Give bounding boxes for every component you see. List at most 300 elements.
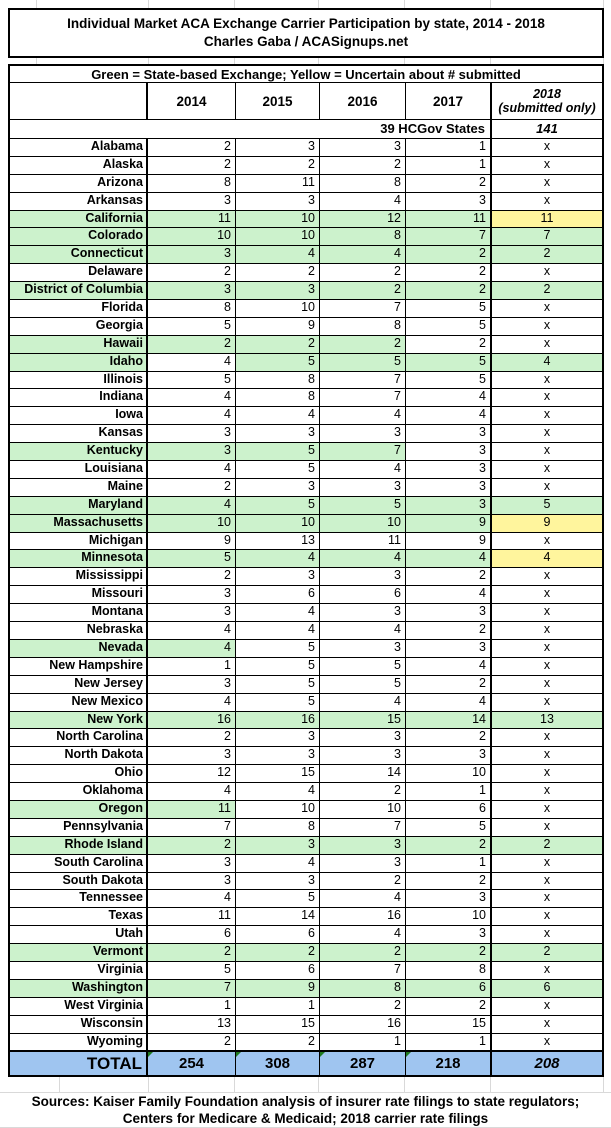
state-name-cell: New Mexico bbox=[10, 694, 148, 711]
cell-2017: 5 bbox=[406, 819, 492, 836]
cell-2016: 5 bbox=[320, 354, 406, 371]
cell-2018: 6 bbox=[492, 980, 602, 997]
cell-2014: 3 bbox=[148, 586, 236, 603]
cell-2015: 4 bbox=[236, 855, 320, 872]
cell-2017: 6 bbox=[406, 980, 492, 997]
spreadsheet-gridline bbox=[234, 58, 235, 64]
state-name-cell: Pennsylvania bbox=[10, 819, 148, 836]
cell-2018: x bbox=[492, 908, 602, 925]
cell-2016: 4 bbox=[320, 461, 406, 478]
cell-2016: 1 bbox=[320, 1034, 406, 1051]
cell-2017: 3 bbox=[406, 425, 492, 442]
cell-2018: 2 bbox=[492, 282, 602, 299]
cell-2017: 1 bbox=[406, 1034, 492, 1051]
cell-2016: 5 bbox=[320, 497, 406, 514]
total-2018: 208 bbox=[492, 1052, 602, 1075]
cell-2016: 2 bbox=[320, 998, 406, 1015]
cell-2015: 14 bbox=[236, 908, 320, 925]
cell-2016: 4 bbox=[320, 407, 406, 424]
state-name-cell: New Jersey bbox=[10, 676, 148, 693]
state-name-cell: Maine bbox=[10, 479, 148, 496]
cell-2017: 3 bbox=[406, 461, 492, 478]
state-name-cell: Arkansas bbox=[10, 193, 148, 210]
cell-2017: 4 bbox=[406, 550, 492, 567]
cell-2016: 6 bbox=[320, 586, 406, 603]
hcgov-states-label: 39 HCGov States bbox=[10, 120, 492, 138]
cell-2018: x bbox=[492, 998, 602, 1015]
cell-2015: 4 bbox=[236, 246, 320, 263]
column-header-2017: 2017 bbox=[406, 83, 492, 119]
table-row bbox=[10, 962, 602, 980]
cell-2014: 2 bbox=[148, 336, 236, 353]
table-row bbox=[10, 479, 602, 497]
cell-2015: 3 bbox=[236, 425, 320, 442]
cell-2017: 11 bbox=[406, 211, 492, 228]
state-name-cell: Oregon bbox=[10, 801, 148, 818]
cell-2016: 4 bbox=[320, 622, 406, 639]
cell-2014: 3 bbox=[148, 425, 236, 442]
cell-2015: 16 bbox=[236, 712, 320, 729]
cell-2015: 5 bbox=[236, 640, 320, 657]
cell-2015: 8 bbox=[236, 389, 320, 406]
cell-2018: x bbox=[492, 676, 602, 693]
cell-2015: 10 bbox=[236, 801, 320, 818]
cell-2018: x bbox=[492, 1016, 602, 1033]
cell-2014: 1 bbox=[148, 998, 236, 1015]
cell-2016: 3 bbox=[320, 604, 406, 621]
spreadsheet-gridline bbox=[490, 0, 491, 8]
cell-2018: x bbox=[492, 336, 602, 353]
spreadsheet-gridline bbox=[318, 1077, 319, 1092]
table-row bbox=[10, 783, 602, 801]
table-row bbox=[10, 550, 602, 568]
cell-2015: 5 bbox=[236, 676, 320, 693]
cell-2015: 6 bbox=[236, 962, 320, 979]
state-name-cell: Wisconsin bbox=[10, 1016, 148, 1033]
cell-2016: 3 bbox=[320, 729, 406, 746]
cell-2014: 4 bbox=[148, 354, 236, 371]
column-header-2015: 2015 bbox=[236, 83, 320, 119]
total-label: TOTAL bbox=[10, 1052, 148, 1075]
table-row bbox=[10, 336, 602, 354]
cell-2015: 1 bbox=[236, 998, 320, 1015]
cell-2017: 5 bbox=[406, 300, 492, 317]
table-row bbox=[10, 515, 602, 533]
table-row bbox=[10, 372, 602, 390]
cell-2018: x bbox=[492, 747, 602, 764]
participation-table bbox=[8, 64, 604, 1077]
column-header-row bbox=[10, 83, 602, 120]
cell-2014: 2 bbox=[148, 139, 236, 156]
sources-note bbox=[0, 1092, 611, 1127]
cell-2014: 4 bbox=[148, 461, 236, 478]
cell-2015: 2 bbox=[236, 1034, 320, 1051]
table-row bbox=[10, 926, 602, 944]
spreadsheet-gridline bbox=[148, 0, 149, 8]
cell-2017: 2 bbox=[406, 729, 492, 746]
cell-2017: 2 bbox=[406, 282, 492, 299]
cell-2015: 5 bbox=[236, 694, 320, 711]
cell-2014: 5 bbox=[148, 372, 236, 389]
state-name-cell: Iowa bbox=[10, 407, 148, 424]
cell-2017: 4 bbox=[406, 389, 492, 406]
spreadsheet-gridline bbox=[603, 58, 604, 64]
cell-2017: 14 bbox=[406, 712, 492, 729]
table-row bbox=[10, 747, 602, 765]
state-name-cell: Virginia bbox=[10, 962, 148, 979]
cell-2015: 6 bbox=[236, 586, 320, 603]
note-triangle-icon bbox=[148, 1052, 153, 1057]
cell-2018: 9 bbox=[492, 515, 602, 532]
cell-2016: 8 bbox=[320, 228, 406, 245]
cell-2018: x bbox=[492, 139, 602, 156]
cell-2017: 2 bbox=[406, 336, 492, 353]
cell-2014: 10 bbox=[148, 515, 236, 532]
cell-2014: 4 bbox=[148, 890, 236, 907]
cell-2016: 3 bbox=[320, 747, 406, 764]
state-name-cell: Kansas bbox=[10, 425, 148, 442]
cell-2017: 6 bbox=[406, 801, 492, 818]
cell-2015: 10 bbox=[236, 211, 320, 228]
state-name-cell: Illinois bbox=[10, 372, 148, 389]
state-name-cell: Vermont bbox=[10, 944, 148, 961]
spreadsheet-gridline bbox=[490, 58, 491, 64]
hcgov-states-2018-value: 141 bbox=[536, 121, 558, 136]
total-2017: 218 bbox=[406, 1052, 492, 1075]
cell-2015: 8 bbox=[236, 372, 320, 389]
state-name-cell: Delaware bbox=[10, 264, 148, 281]
cell-2014: 2 bbox=[148, 944, 236, 961]
cell-2014: 3 bbox=[148, 604, 236, 621]
cell-2018: x bbox=[492, 425, 602, 442]
note-triangle-icon bbox=[406, 1052, 411, 1057]
cell-2015: 3 bbox=[236, 282, 320, 299]
cell-2014: 13 bbox=[148, 1016, 236, 1033]
table-row bbox=[10, 246, 602, 264]
table-row bbox=[10, 157, 602, 175]
cell-2017: 2 bbox=[406, 873, 492, 890]
cell-2017: 3 bbox=[406, 604, 492, 621]
cell-2017: 3 bbox=[406, 747, 492, 764]
color-legend: Green = State-based Exchange; Yellow = Uncertain about # submitted bbox=[10, 66, 602, 83]
cell-2014: 3 bbox=[148, 855, 236, 872]
table-row bbox=[10, 658, 602, 676]
cell-2015: 4 bbox=[236, 783, 320, 800]
state-name-cell: Kentucky bbox=[10, 443, 148, 460]
cell-2017: 3 bbox=[406, 443, 492, 460]
state-name-cell: New York bbox=[10, 712, 148, 729]
spreadsheet-gridline bbox=[148, 1077, 149, 1092]
spreadsheet-gridline bbox=[234, 1077, 235, 1092]
cell-2017: 2 bbox=[406, 944, 492, 961]
state-name-cell: Michigan bbox=[10, 533, 148, 550]
cell-2015: 2 bbox=[236, 264, 320, 281]
cell-2016: 16 bbox=[320, 908, 406, 925]
state-name-cell: North Carolina bbox=[10, 729, 148, 746]
cell-2015: 13 bbox=[236, 533, 320, 550]
cell-2016: 4 bbox=[320, 694, 406, 711]
cell-2015: 5 bbox=[236, 461, 320, 478]
spreadsheet-gridline bbox=[318, 58, 319, 64]
table-row bbox=[10, 873, 602, 891]
cell-2017: 7 bbox=[406, 228, 492, 245]
cell-2018: x bbox=[492, 1034, 602, 1051]
cell-2018: x bbox=[492, 801, 602, 818]
state-name-cell: Hawaii bbox=[10, 336, 148, 353]
cell-2016: 8 bbox=[320, 175, 406, 192]
cell-2014: 11 bbox=[148, 908, 236, 925]
table-row bbox=[10, 193, 602, 211]
state-name-cell: Wyoming bbox=[10, 1034, 148, 1051]
cell-2016: 7 bbox=[320, 819, 406, 836]
cell-2015: 10 bbox=[236, 515, 320, 532]
cell-2014: 2 bbox=[148, 157, 236, 174]
page-title: Individual Market ACA Exchange Carrier Participation by state, 2014 - 2018 bbox=[67, 16, 545, 31]
cell-2014: 4 bbox=[148, 407, 236, 424]
cell-2016: 4 bbox=[320, 926, 406, 943]
table-row bbox=[10, 801, 602, 819]
note-triangle-icon bbox=[236, 1052, 241, 1057]
table-row bbox=[10, 998, 602, 1016]
spreadsheet-gridline bbox=[148, 58, 149, 64]
cell-2018: x bbox=[492, 193, 602, 210]
cell-2014: 4 bbox=[148, 389, 236, 406]
cell-2018: x bbox=[492, 443, 602, 460]
table-row bbox=[10, 228, 602, 246]
cell-2015: 2 bbox=[236, 336, 320, 353]
state-name-cell: New Hampshire bbox=[10, 658, 148, 675]
state-name-cell: South Carolina bbox=[10, 855, 148, 872]
state-name-cell: Nebraska bbox=[10, 622, 148, 639]
cell-2017: 5 bbox=[406, 372, 492, 389]
table-row bbox=[10, 389, 602, 407]
cell-2017: 1 bbox=[406, 139, 492, 156]
cell-2014: 4 bbox=[148, 783, 236, 800]
cell-2016: 16 bbox=[320, 1016, 406, 1033]
table-row bbox=[10, 712, 602, 730]
cell-2018: x bbox=[492, 318, 602, 335]
state-name-cell: Oklahoma bbox=[10, 783, 148, 800]
table-row bbox=[10, 729, 602, 747]
state-name-cell: Utah bbox=[10, 926, 148, 943]
cell-2018: x bbox=[492, 926, 602, 943]
spreadsheet-gridline-strip-top bbox=[0, 0, 611, 8]
cell-2015: 4 bbox=[236, 550, 320, 567]
cell-2015: 3 bbox=[236, 139, 320, 156]
cell-2018: x bbox=[492, 640, 602, 657]
cell-2018: x bbox=[492, 890, 602, 907]
cell-2016: 7 bbox=[320, 372, 406, 389]
cell-2014: 3 bbox=[148, 443, 236, 460]
cell-2018: 2 bbox=[492, 837, 602, 854]
state-name-cell: North Dakota bbox=[10, 747, 148, 764]
cell-2016: 7 bbox=[320, 389, 406, 406]
cell-2016: 3 bbox=[320, 479, 406, 496]
cell-2017: 5 bbox=[406, 354, 492, 371]
column-header-2014: 2014 bbox=[148, 83, 236, 119]
state-name-cell: Mississippi bbox=[10, 568, 148, 585]
cell-2014: 3 bbox=[148, 747, 236, 764]
cell-2017: 9 bbox=[406, 533, 492, 550]
cell-2015: 3 bbox=[236, 568, 320, 585]
cell-2018: x bbox=[492, 962, 602, 979]
state-name-cell: Montana bbox=[10, 604, 148, 621]
cell-2014: 2 bbox=[148, 837, 236, 854]
table-row bbox=[10, 1016, 602, 1034]
table-row bbox=[10, 533, 602, 551]
cell-2017: 15 bbox=[406, 1016, 492, 1033]
cell-2014: 7 bbox=[148, 980, 236, 997]
cell-2015: 15 bbox=[236, 1016, 320, 1033]
sources-line-2: Centers for Medicare & Medicaid; 2018 carrier rate filings bbox=[122, 1111, 489, 1127]
state-name-cell: South Dakota bbox=[10, 873, 148, 890]
cell-2015: 4 bbox=[236, 622, 320, 639]
cell-2015: 4 bbox=[236, 407, 320, 424]
state-name-cell: Tennessee bbox=[10, 890, 148, 907]
state-name-cell: Idaho bbox=[10, 354, 148, 371]
cell-2016: 10 bbox=[320, 515, 406, 532]
column-header-2018: 2018 (submitted only) bbox=[498, 87, 596, 115]
note-triangle-icon bbox=[320, 1052, 325, 1057]
cell-2016: 11 bbox=[320, 533, 406, 550]
table-row bbox=[10, 175, 602, 193]
cell-2017: 2 bbox=[406, 676, 492, 693]
cell-2016: 5 bbox=[320, 676, 406, 693]
cell-2015: 3 bbox=[236, 193, 320, 210]
cell-2018: x bbox=[492, 372, 602, 389]
cell-2017: 9 bbox=[406, 515, 492, 532]
table-row bbox=[10, 890, 602, 908]
state-name-cell: Rhode Island bbox=[10, 837, 148, 854]
cell-2014: 5 bbox=[148, 318, 236, 335]
table-row bbox=[10, 980, 602, 998]
cell-2016: 15 bbox=[320, 712, 406, 729]
cell-2014: 8 bbox=[148, 300, 236, 317]
table-row bbox=[10, 568, 602, 586]
cell-2017: 5 bbox=[406, 318, 492, 335]
cell-2016: 3 bbox=[320, 855, 406, 872]
cell-2015: 5 bbox=[236, 497, 320, 514]
state-name-cell: Minnesota bbox=[10, 550, 148, 567]
cell-2015: 15 bbox=[236, 765, 320, 782]
state-name-cell: Arizona bbox=[10, 175, 148, 192]
table-row bbox=[10, 676, 602, 694]
cell-2014: 2 bbox=[148, 1034, 236, 1051]
spreadsheet-gridline bbox=[59, 1077, 60, 1092]
table-row bbox=[10, 425, 602, 443]
table-row bbox=[10, 282, 602, 300]
cell-2014: 3 bbox=[148, 246, 236, 263]
cell-2018: 2 bbox=[492, 944, 602, 961]
cell-2014: 4 bbox=[148, 497, 236, 514]
spreadsheet-gridline bbox=[404, 58, 405, 64]
cell-2015: 10 bbox=[236, 228, 320, 245]
spreadsheet-gridline bbox=[404, 1077, 405, 1092]
cell-2014: 11 bbox=[148, 211, 236, 228]
cell-2017: 3 bbox=[406, 926, 492, 943]
cell-2014: 6 bbox=[148, 926, 236, 943]
state-name-cell: Nevada bbox=[10, 640, 148, 657]
state-name-cell: West Virginia bbox=[10, 998, 148, 1015]
cell-2015: 5 bbox=[236, 443, 320, 460]
cell-2017: 1 bbox=[406, 855, 492, 872]
table-row bbox=[10, 586, 602, 604]
cell-2018: x bbox=[492, 157, 602, 174]
state-name-cell: Georgia bbox=[10, 318, 148, 335]
state-name-cell: Ohio bbox=[10, 765, 148, 782]
cell-2014: 2 bbox=[148, 264, 236, 281]
cell-2016: 2 bbox=[320, 157, 406, 174]
cell-2018: x bbox=[492, 622, 602, 639]
state-name-cell: Texas bbox=[10, 908, 148, 925]
state-name-cell: Alabama bbox=[10, 139, 148, 156]
table-row bbox=[10, 908, 602, 926]
cell-2015: 3 bbox=[236, 747, 320, 764]
spreadsheet-gridline-strip-mid bbox=[0, 58, 611, 64]
cell-2014: 9 bbox=[148, 533, 236, 550]
cell-2018: 5 bbox=[492, 497, 602, 514]
cell-2015: 5 bbox=[236, 658, 320, 675]
cell-2015: 5 bbox=[236, 890, 320, 907]
cell-2016: 5 bbox=[320, 658, 406, 675]
state-name-cell: Maryland bbox=[10, 497, 148, 514]
cell-2014: 7 bbox=[148, 819, 236, 836]
total-2014: 254 bbox=[148, 1052, 236, 1075]
cell-2015: 2 bbox=[236, 157, 320, 174]
cell-2016: 2 bbox=[320, 336, 406, 353]
cell-2017: 4 bbox=[406, 694, 492, 711]
cell-2016: 14 bbox=[320, 765, 406, 782]
table-row bbox=[10, 354, 602, 372]
cell-2016: 4 bbox=[320, 890, 406, 907]
cell-2018: x bbox=[492, 694, 602, 711]
cell-2015: 3 bbox=[236, 873, 320, 890]
table-row bbox=[10, 622, 602, 640]
column-header-2016: 2016 bbox=[320, 83, 406, 119]
cell-2016: 2 bbox=[320, 264, 406, 281]
cell-2017: 4 bbox=[406, 658, 492, 675]
table-row bbox=[10, 604, 602, 622]
spreadsheet-gridline bbox=[603, 1077, 604, 1092]
cell-2017: 2 bbox=[406, 568, 492, 585]
cell-2014: 5 bbox=[148, 550, 236, 567]
cell-2014: 3 bbox=[148, 873, 236, 890]
cell-2016: 7 bbox=[320, 300, 406, 317]
cell-2018: x bbox=[492, 407, 602, 424]
table-row bbox=[10, 497, 602, 515]
table-row bbox=[10, 300, 602, 318]
cell-2018: x bbox=[492, 479, 602, 496]
hcgov-states-row bbox=[10, 120, 602, 139]
cell-2014: 10 bbox=[148, 228, 236, 245]
cell-2017: 3 bbox=[406, 890, 492, 907]
cell-2014: 12 bbox=[148, 765, 236, 782]
cell-2014: 16 bbox=[148, 712, 236, 729]
cell-2015: 4 bbox=[236, 604, 320, 621]
cell-2018: 7 bbox=[492, 228, 602, 245]
cell-2014: 3 bbox=[148, 282, 236, 299]
cell-2018: x bbox=[492, 729, 602, 746]
cell-2014: 4 bbox=[148, 622, 236, 639]
cell-2018: x bbox=[492, 783, 602, 800]
spreadsheet-gridline bbox=[318, 0, 319, 8]
state-name-cell: Alaska bbox=[10, 157, 148, 174]
cell-2017: 1 bbox=[406, 783, 492, 800]
cell-2014: 3 bbox=[148, 193, 236, 210]
cell-2017: 3 bbox=[406, 193, 492, 210]
spreadsheet-gridline-strip-bottom bbox=[0, 1077, 611, 1092]
spreadsheet-gridline bbox=[36, 0, 37, 8]
